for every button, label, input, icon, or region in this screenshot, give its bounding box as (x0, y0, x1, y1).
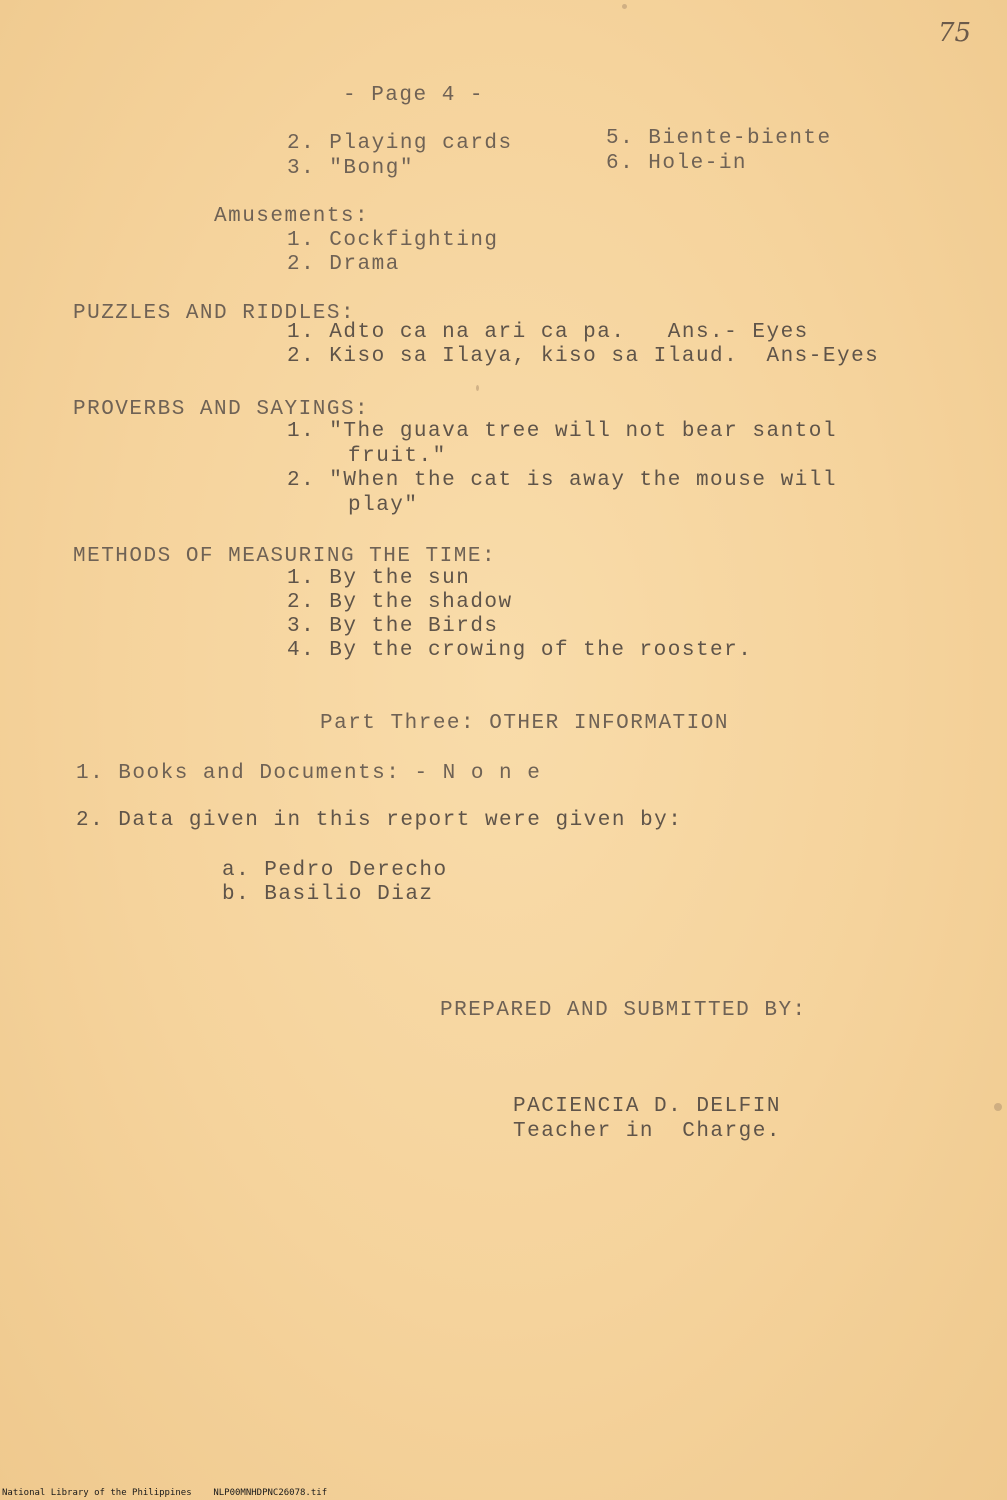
puzzles-heading: PUZZLES AND RIDDLES: (73, 302, 356, 325)
proverb-line: play" (348, 494, 419, 517)
proverb-line: 2. "When the cat is away the mouse will (287, 469, 837, 492)
proverb-line: fruit." (348, 445, 447, 468)
riddle-item: 1. Adto ca na ari ca pa. Ans.- Eyes (287, 321, 809, 344)
method-item: 2. By the shadow (287, 591, 513, 614)
method-item: 3. By the Birds (287, 615, 499, 638)
methods-heading: METHODS OF MEASURING THE TIME: (73, 545, 497, 568)
signatory-name: PACIENCIA D. DELFIN (513, 1095, 781, 1118)
games-left-item: 2. Playing cards (287, 132, 513, 155)
signatory-title: Teacher in Charge. (513, 1120, 781, 1143)
archive-footer: National Library of the Philippines NLP00MNHDPNC26078.tif (2, 1488, 328, 1498)
games-right-item: 5. Biente-biente (606, 127, 832, 150)
method-item: 4. By the crowing of the rooster. (287, 639, 753, 662)
page-header: - Page 4 - (343, 84, 485, 107)
amusements-heading: Amusements: (214, 205, 370, 228)
paper-speck (476, 385, 479, 391)
proverb-line: 1. "The guava tree will not bear santol (287, 420, 837, 443)
part-three-title: Part Three: OTHER INFORMATION (320, 712, 729, 735)
informant-item: b. Basilio Diaz (222, 883, 434, 906)
method-item: 1. By the sun (287, 567, 471, 590)
proverbs-heading: PROVERBS AND SAYINGS: (73, 398, 370, 421)
informant-item: a. Pedro Derecho (222, 859, 448, 882)
prepared-by-label: PREPARED AND SUBMITTED BY: (440, 999, 807, 1022)
handwritten-page-number: 75 (938, 18, 972, 48)
riddle-item: 2. Kiso sa Ilaya, kiso sa Ilaud. Ans-Eyes (287, 345, 880, 368)
games-right-item: 6. Hole-in (606, 152, 748, 175)
paper-speck (622, 4, 627, 9)
games-left-item: 3. "Bong" (287, 157, 414, 180)
other-info-item: 1. Books and Documents: - N o n e (76, 762, 542, 785)
amusement-item: 2. Drama (287, 253, 400, 276)
paper-speck (994, 1103, 1002, 1111)
other-info-item: 2. Data given in this report were given by: (76, 809, 683, 832)
amusement-item: 1. Cockfighting (287, 229, 499, 252)
